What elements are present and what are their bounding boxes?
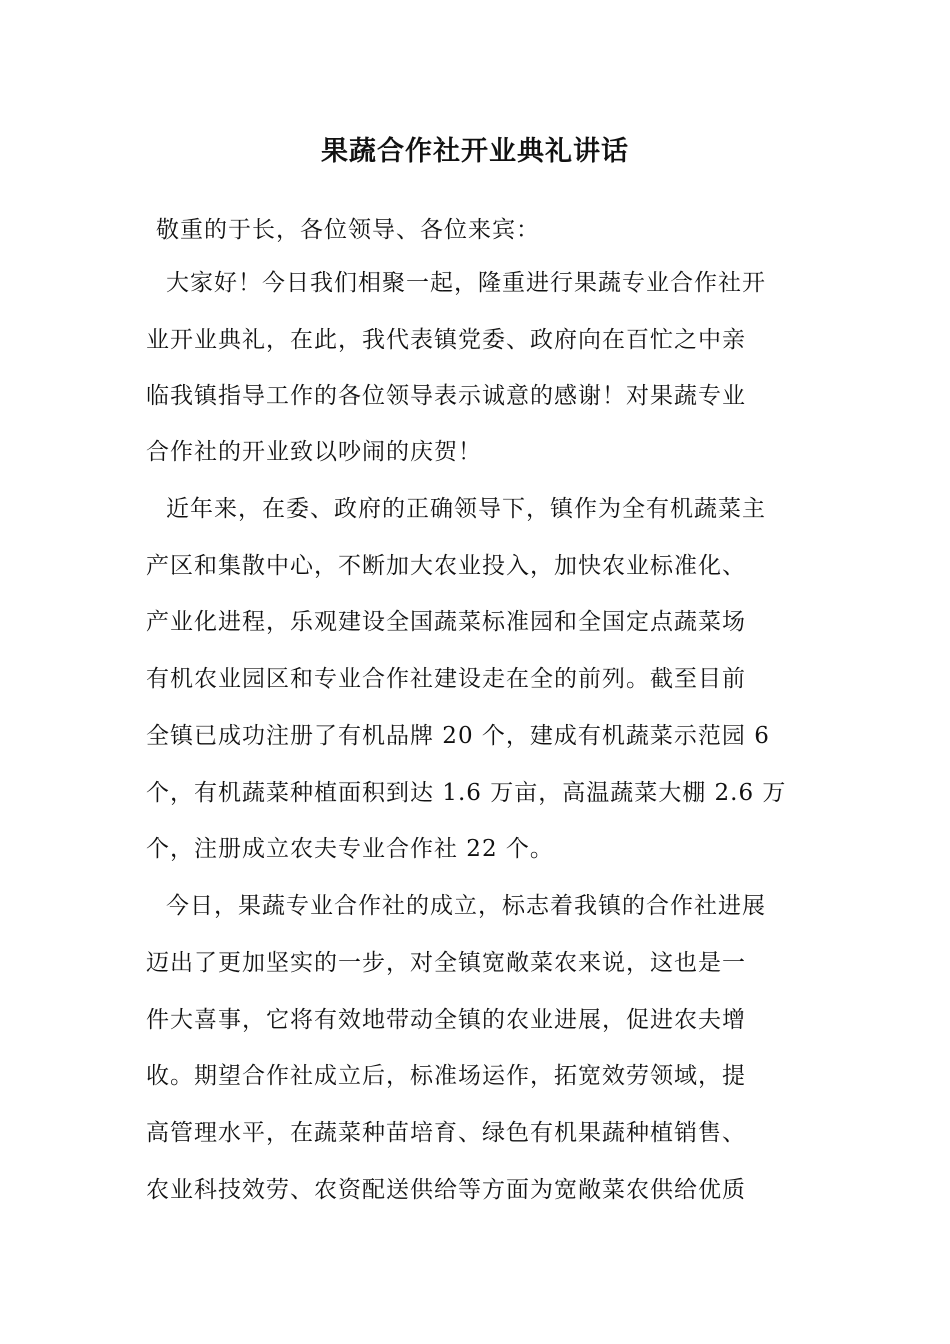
paragraph-line: 大家好！今日我们相聚一起，隆重进行果蔬专业合作社开 xyxy=(166,270,766,296)
paragraph-line: 迈出了更加坚实的一步，对全镇宽敞菜农来说，这也是一 xyxy=(146,950,746,976)
paragraph-line: 有机农业园区和专业合作社建设走在全的前列。截至目前 xyxy=(146,666,746,692)
paragraph-line: 产区和集散中心，不断加大农业投入，加快农业标准化、 xyxy=(146,553,746,579)
paragraph-line: 个，注册成立农夫专业合作社 22 个。 xyxy=(146,836,554,862)
paragraph-line: 全镇已成功注册了有机品牌 20 个，建成有机蔬菜示范园 6 xyxy=(146,723,770,749)
paragraph-line: 临我镇指导工作的各位领导表示诚意的感谢！对果蔬专业 xyxy=(146,383,746,409)
paragraph-line: 收。期望合作社成立后，标准场运作，拓宽效劳领域，提 xyxy=(146,1063,746,1089)
paragraph-line: 件大喜事，它将有效地带动全镇的农业进展，促进农夫增 xyxy=(146,1007,746,1033)
document-title: 果蔬合作社开业典礼讲话 xyxy=(321,136,629,167)
paragraph-line: 农业科技效劳、农资配送供给等方面为宽敞菜农供给优质 xyxy=(146,1177,746,1203)
paragraph-line: 今日，果蔬专业合作社的成立，标志着我镇的合作社进展 xyxy=(166,893,766,919)
paragraph-line: 高管理水平，在蔬菜种苗培育、绿色有机果蔬种植销售、 xyxy=(146,1120,746,1146)
paragraph-line: 产业化进程，乐观建设全国蔬菜标准园和全国定点蔬菜场 xyxy=(146,609,746,635)
greeting-line: 敬重的于长，各位领导、各位来宾： xyxy=(156,217,540,243)
paragraph-line: 业开业典礼，在此，我代表镇党委、政府向在百忙之中亲 xyxy=(146,327,746,353)
paragraph-line: 个，有机蔬菜种植面积到达 1.6 万亩，高温蔬菜大棚 2.6 万 xyxy=(146,780,787,806)
paragraph-line: 近年来，在委、政府的正确领导下，镇作为全有机蔬菜主 xyxy=(166,496,766,522)
paragraph-line: 合作社的开业致以吵闹的庆贺！ xyxy=(146,439,482,465)
